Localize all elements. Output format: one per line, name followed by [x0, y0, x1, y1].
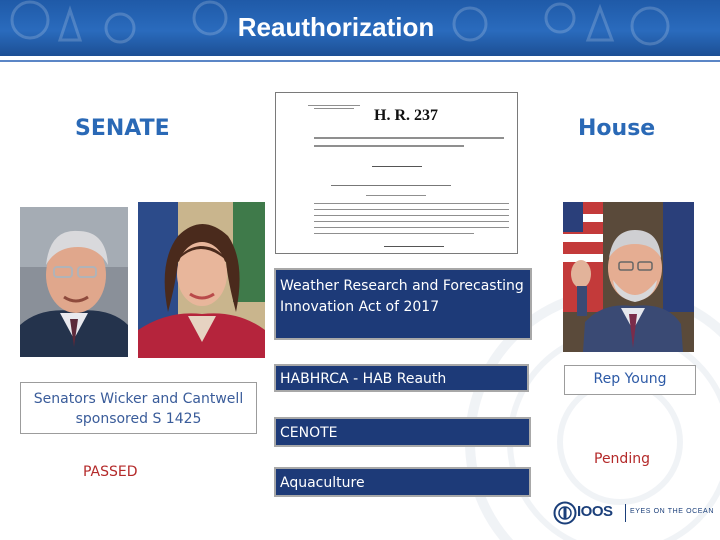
act-box-aquaculture: Aquaculture — [274, 467, 531, 497]
bill-rule — [372, 166, 422, 167]
bill-text-line — [314, 215, 509, 216]
bill-text-line — [314, 203, 509, 204]
bill-congress-session — [304, 103, 364, 111]
page-title: Reauthorization — [237, 12, 435, 42]
bill-text-line — [314, 233, 474, 234]
title-banner — [0, 0, 720, 56]
house-status: Pending — [594, 451, 650, 467]
bill-section-heading — [331, 185, 451, 186]
house-sponsor-box: Rep Young — [564, 365, 696, 395]
senator-wicker-photo — [20, 207, 128, 357]
senate-heading: SENATE — [75, 116, 170, 141]
bill-document-image — [275, 92, 518, 254]
bill-text-line — [314, 221, 509, 222]
bill-text-line — [314, 137, 504, 139]
ioos-divider — [625, 504, 626, 522]
bill-text-line — [314, 145, 464, 147]
act-box-habhrca: HABHRCA - HAB Reauth — [274, 364, 529, 392]
bill-text-line — [314, 209, 509, 210]
senate-sponsors-box: Senators Wicker and Cantwell sponsored S 1425 — [20, 382, 257, 434]
bill-date-line — [366, 195, 426, 196]
ioos-wordmark: IOOS — [577, 503, 613, 520]
rep-young-photo — [563, 202, 694, 352]
bill-number: H. R. 237 — [374, 107, 438, 124]
ioos-logo-icon — [553, 501, 577, 525]
ioos-logo — [553, 500, 714, 526]
ioos-tagline: EYES ON THE OCEAN — [630, 508, 714, 515]
senator-cantwell-photo — [138, 202, 265, 358]
act-box-cenote: CENOTE — [274, 417, 531, 447]
bill-text-line — [314, 227, 509, 228]
senate-status: PASSED — [83, 464, 138, 480]
house-heading: House — [578, 116, 656, 141]
act-box-weather-research: Weather Research and Forecasting Innovation Act of 2017 — [274, 268, 532, 340]
bill-rule — [384, 246, 444, 247]
